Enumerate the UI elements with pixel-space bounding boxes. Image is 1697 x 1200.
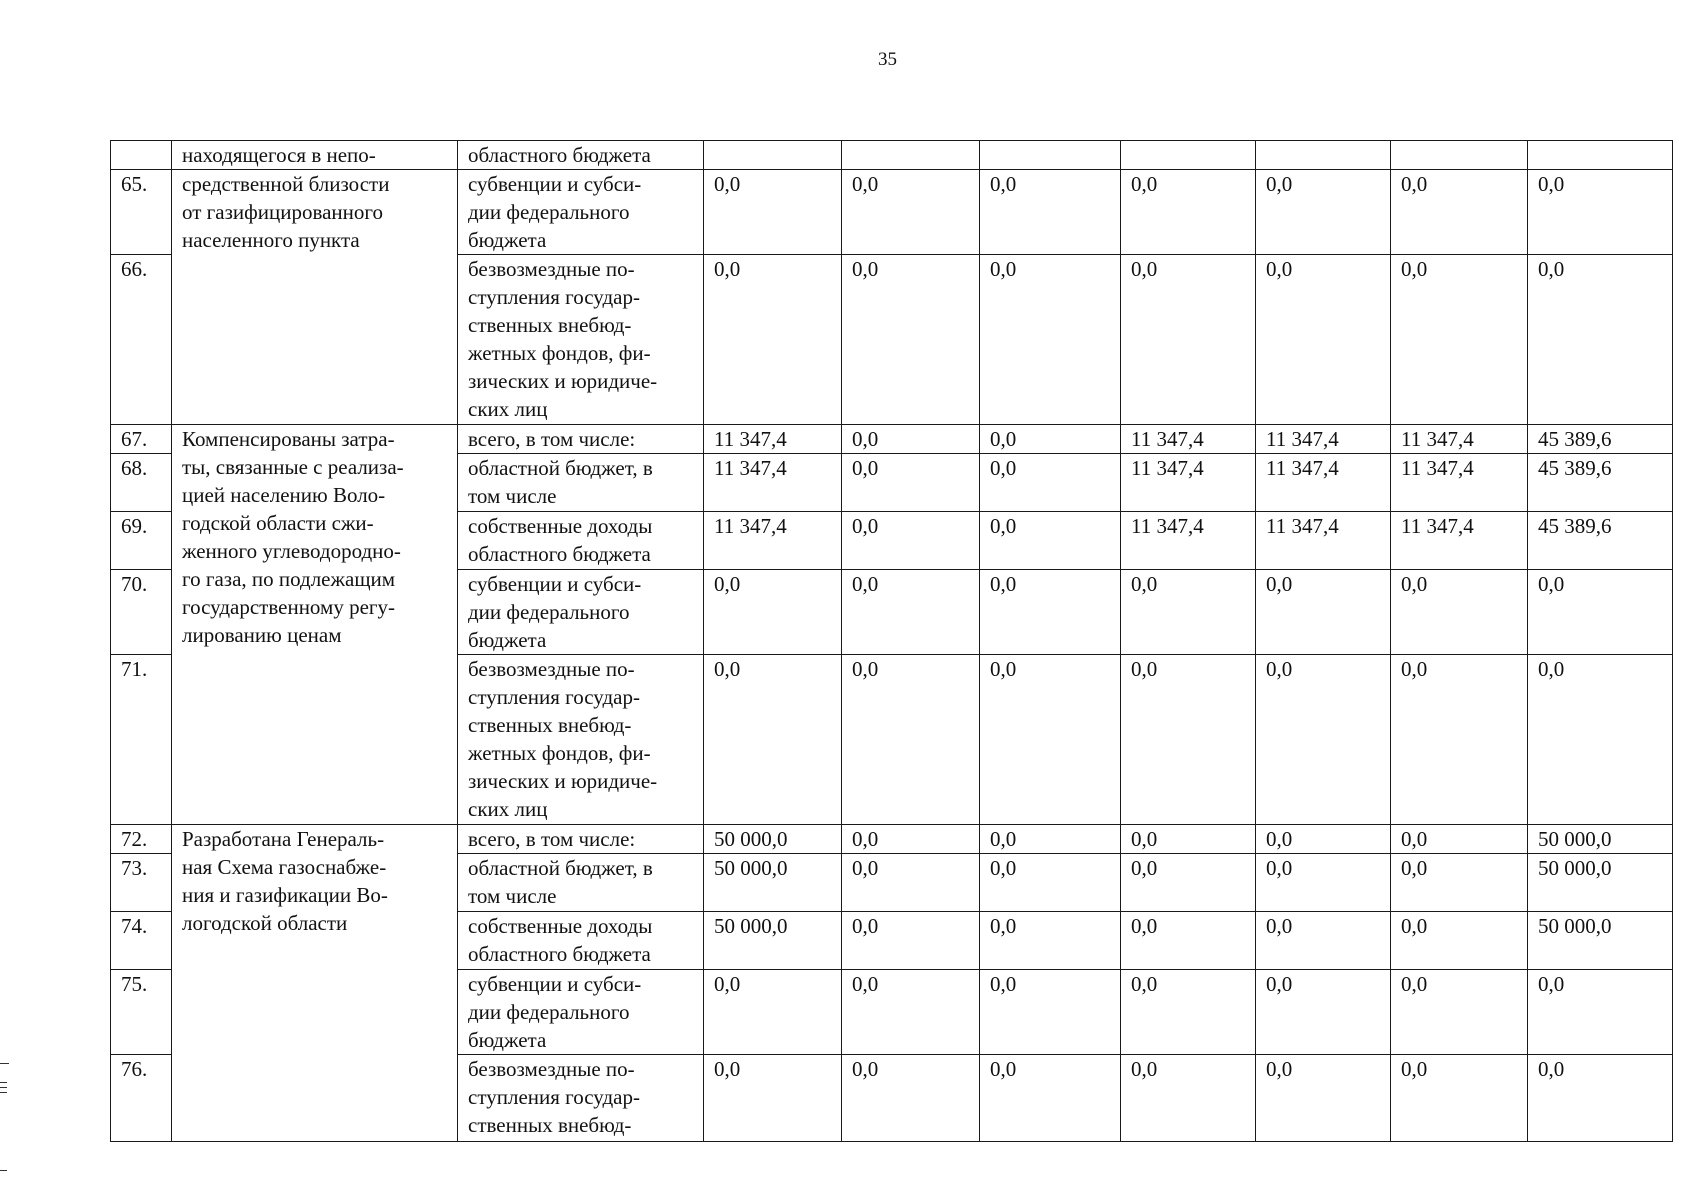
amount-cell: 50 000,0 (704, 854, 842, 912)
amount-cell: 11 347,4 (704, 425, 842, 454)
amount-cell: 0,0 (842, 655, 980, 825)
amount-cell: 0,0 (1391, 854, 1528, 912)
funding-source-line: ских лиц (468, 797, 548, 821)
amount-cell: 0,0 (980, 425, 1121, 454)
amount-cell: 0,0 (842, 912, 980, 970)
amount-cell: 0,0 (980, 655, 1121, 825)
measure-name-line: ты, связанные с реализа- (182, 455, 404, 479)
funding-source-line: жетных фондов, фи- (468, 341, 651, 365)
amount-cell: 11 347,4 (704, 512, 842, 570)
row-number-cell: 67. (111, 425, 172, 454)
funding-source-cell (458, 854, 704, 912)
funding-source-cell (458, 454, 704, 512)
amount-cell: 0,0 (980, 854, 1121, 912)
amount-cell: 50 000,0 (704, 825, 842, 854)
amount-cell: 0,0 (1528, 655, 1673, 825)
amount-cell: 0,0 (704, 255, 842, 425)
row-number-cell: 76. (111, 1055, 172, 1142)
amount-cell: 0,0 (1121, 1055, 1256, 1142)
amount-cell: 0,0 (1256, 854, 1391, 912)
amount-cell: 0,0 (980, 912, 1121, 970)
measure-name-line: Компенсированы затра- (182, 427, 395, 451)
amount-cell: 0,0 (1391, 912, 1528, 970)
amount-cell: 0,0 (1121, 570, 1256, 655)
funding-source-line: ступления государ- (468, 1085, 640, 1109)
measure-name-line: ния и газификации Во- (182, 883, 388, 907)
measure-name-line: от газифицированного (182, 200, 383, 224)
amount-cell: 11 347,4 (1121, 512, 1256, 570)
funding-source-line: зических и юридиче- (468, 769, 658, 793)
amount-cell: 50 000,0 (704, 912, 842, 970)
row-number-cell: 73. (111, 854, 172, 912)
amount-cell: 11 347,4 (704, 454, 842, 512)
amount-cell: 0,0 (980, 825, 1121, 854)
funding-source-cell (458, 141, 704, 170)
amount-cell: 0,0 (704, 1055, 842, 1142)
row-number-cell: 68. (111, 454, 172, 512)
measure-name-line: лированию ценам (182, 623, 342, 647)
amount-cell: 0,0 (842, 1055, 980, 1142)
measure-name-cell (172, 425, 458, 825)
measure-name-line: цией населению Воло- (182, 483, 386, 507)
amount-cell: 11 347,4 (1391, 454, 1528, 512)
funding-source-line: всего, в том числе: (468, 427, 636, 451)
row-number-cell: 72. (111, 825, 172, 854)
amount-cell: 0,0 (704, 655, 842, 825)
amount-cell: 0,0 (842, 825, 980, 854)
funding-source-line: всего, в том числе: (468, 827, 636, 851)
amount-cell: 0,0 (1391, 1055, 1528, 1142)
amount-cell: 0,0 (980, 255, 1121, 425)
measure-name-line: женного углеводородно- (182, 539, 401, 563)
table-body (111, 141, 1673, 1142)
funding-source-line: бюджета (468, 1028, 547, 1052)
row-number-cell: 75. (111, 970, 172, 1055)
funding-source-cell (458, 425, 704, 454)
amount-cell (842, 141, 980, 170)
funding-source-line: областной бюджет, в (468, 456, 653, 480)
amount-cell: 0,0 (1256, 255, 1391, 425)
amount-cell: 0,0 (980, 570, 1121, 655)
measure-name-line: Разработана Генераль- (182, 827, 385, 851)
amount-cell (1528, 141, 1673, 170)
measure-name-cell (172, 141, 458, 170)
amount-cell: 50 000,0 (1528, 825, 1673, 854)
amount-cell (704, 141, 842, 170)
amount-cell: 0,0 (842, 255, 980, 425)
row-number-cell: 66. (111, 255, 172, 425)
funding-source-cell (458, 255, 704, 425)
amount-cell: 0,0 (1256, 825, 1391, 854)
amount-cell: 11 347,4 (1391, 425, 1528, 454)
amount-cell: 0,0 (1121, 854, 1256, 912)
table-row (111, 425, 1673, 454)
amount-cell: 0,0 (1256, 570, 1391, 655)
funding-source-line: субвенции и субси- (468, 972, 642, 996)
amount-cell: 11 347,4 (1121, 425, 1256, 454)
funding-source-cell (458, 825, 704, 854)
funding-source-line: областного бюджета (468, 542, 651, 566)
measure-name-line: находящегося в непо- (182, 143, 376, 167)
funding-source-line: областного бюджета (468, 143, 651, 167)
measure-name-cell (172, 825, 458, 1142)
amount-cell: 11 347,4 (1256, 454, 1391, 512)
funding-source-line: ственных внебюд- (468, 313, 632, 337)
amount-cell: 0,0 (842, 454, 980, 512)
funding-source-line: ственных внебюд- (468, 713, 632, 737)
amount-cell: 0,0 (1121, 970, 1256, 1055)
measure-name-line: ная Схема газоснабже- (182, 855, 387, 879)
budget-table (110, 140, 1673, 1142)
amount-cell: 45 389,6 (1528, 425, 1673, 454)
amount-cell: 0,0 (1391, 170, 1528, 255)
row-number-cell: 65. (111, 170, 172, 255)
amount-cell: 0,0 (980, 970, 1121, 1055)
amount-cell: 0,0 (1391, 655, 1528, 825)
amount-cell (980, 141, 1121, 170)
funding-source-line: ступления государ- (468, 685, 640, 709)
measure-name-line: логодской области (182, 911, 348, 935)
amount-cell: 0,0 (1391, 970, 1528, 1055)
amount-cell: 0,0 (842, 854, 980, 912)
amount-cell: 0,0 (1528, 970, 1673, 1055)
row-number-cell (111, 141, 172, 170)
funding-source-line: том числе (468, 884, 557, 908)
amount-cell (1391, 141, 1528, 170)
amount-cell: 50 000,0 (1528, 912, 1673, 970)
amount-cell: 0,0 (1391, 255, 1528, 425)
table-row (111, 170, 1673, 255)
funding-source-line: безвозмездные по- (468, 257, 635, 281)
amount-cell: 11 347,4 (1121, 454, 1256, 512)
amount-cell: 0,0 (842, 170, 980, 255)
amount-cell: 0,0 (1528, 255, 1673, 425)
row-number-cell: 69. (111, 512, 172, 570)
amount-cell: 50 000,0 (1528, 854, 1673, 912)
row-number-cell: 74. (111, 912, 172, 970)
amount-cell: 0,0 (1391, 570, 1528, 655)
amount-cell: 0,0 (842, 970, 980, 1055)
funding-source-cell (458, 912, 704, 970)
amount-cell: 0,0 (1121, 655, 1256, 825)
amount-cell: 0,0 (842, 425, 980, 454)
amount-cell: 0,0 (1256, 912, 1391, 970)
amount-cell: 0,0 (980, 512, 1121, 570)
funding-source-line: зических и юридиче- (468, 369, 658, 393)
amount-cell: 0,0 (980, 454, 1121, 512)
funding-source-cell (458, 570, 704, 655)
funding-source-cell (458, 170, 704, 255)
amount-cell: 0,0 (842, 570, 980, 655)
amount-cell (1121, 141, 1256, 170)
measure-name-line: го газа, по подлежащим (182, 567, 396, 591)
funding-source-line: бюджета (468, 228, 547, 252)
measure-name-line: годской области сжи- (182, 511, 374, 535)
funding-source-line: ских лиц (468, 397, 548, 421)
measure-name-line: государственному регу- (182, 595, 395, 619)
amount-cell: 0,0 (1256, 170, 1391, 255)
amount-cell: 0,0 (980, 1055, 1121, 1142)
amount-cell: 0,0 (704, 170, 842, 255)
amount-cell: 45 389,6 (1528, 512, 1673, 570)
amount-cell: 0,0 (1528, 1055, 1673, 1142)
funding-source-line: том числе (468, 484, 557, 508)
funding-source-line: областного бюджета (468, 942, 651, 966)
funding-source-line: дии федерального (468, 200, 630, 224)
funding-source-cell (458, 512, 704, 570)
funding-source-line: дии федерального (468, 600, 630, 624)
funding-source-cell (458, 970, 704, 1055)
amount-cell: 0,0 (1528, 570, 1673, 655)
table-row (111, 825, 1673, 854)
amount-cell: 0,0 (1121, 912, 1256, 970)
funding-source-cell (458, 655, 704, 825)
amount-cell: 0,0 (1121, 255, 1256, 425)
funding-source-line: областной бюджет, в (468, 856, 653, 880)
funding-source-line: жетных фондов, фи- (468, 741, 651, 765)
funding-source-line: ступления государ- (468, 285, 640, 309)
row-number-cell: 71. (111, 655, 172, 825)
funding-source-cell (458, 1055, 704, 1142)
amount-cell (1256, 141, 1391, 170)
funding-source-line: ственных внебюд- (468, 1113, 632, 1137)
funding-source-line: бюджета (468, 628, 547, 652)
amount-cell: 11 347,4 (1391, 512, 1528, 570)
amount-cell: 0,0 (704, 570, 842, 655)
amount-cell: 0,0 (1256, 970, 1391, 1055)
measure-name-cell (172, 170, 458, 425)
amount-cell: 45 389,6 (1528, 454, 1673, 512)
funding-source-line: безвозмездные по- (468, 1057, 635, 1081)
funding-source-line: дии федерального (468, 1000, 630, 1024)
funding-source-line: собственные доходы (468, 514, 653, 538)
amount-cell: 11 347,4 (1256, 425, 1391, 454)
amount-cell: 11 347,4 (1256, 512, 1391, 570)
amount-cell: 0,0 (1256, 655, 1391, 825)
amount-cell: 0,0 (1121, 170, 1256, 255)
amount-cell: 0,0 (1528, 170, 1673, 255)
funding-source-line: безвозмездные по- (468, 657, 635, 681)
funding-source-line: собственные доходы (468, 914, 653, 938)
funding-source-line: субвенции и субси- (468, 572, 642, 596)
amount-cell: 0,0 (1391, 825, 1528, 854)
amount-cell: 0,0 (704, 970, 842, 1055)
amount-cell: 0,0 (842, 512, 980, 570)
amount-cell: 0,0 (1121, 825, 1256, 854)
amount-cell: 0,0 (980, 170, 1121, 255)
measure-name-line: средственной близости (182, 172, 390, 196)
funding-source-line: субвенции и субси- (468, 172, 642, 196)
row-number-cell: 70. (111, 570, 172, 655)
amount-cell: 0,0 (1256, 1055, 1391, 1142)
page-number: 35 (878, 49, 897, 70)
table-row (111, 141, 1673, 170)
measure-name-line: населенного пункта (182, 228, 360, 252)
